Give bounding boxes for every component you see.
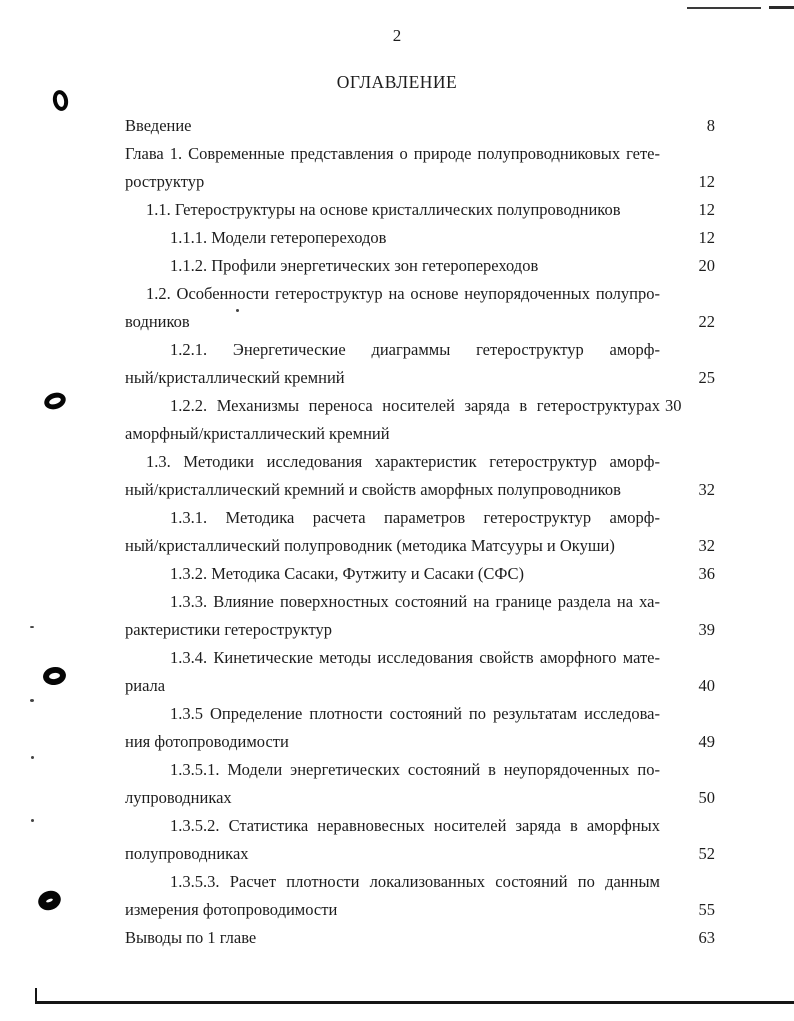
toc-entry-text: роструктур [125, 172, 205, 191]
toc-line [125, 252, 715, 280]
scan-edge-mark [769, 6, 794, 9]
toc-page-number: 55 [698, 900, 715, 919]
toc-entry-text: Выводы по 1 главе [125, 928, 257, 947]
toc-entry-text: 1.3.3. Влияние поверхностных состояний на границе раздела на ха- [170, 592, 660, 611]
toc-line [125, 840, 715, 868]
toc-entry-text: аморфный/кристаллический кремний [125, 424, 390, 443]
toc-entry-text: 1.3.5.3. Расчет плотности локализованных состояний по данным [170, 872, 660, 891]
toc-entry-text: Глава 1. Современные представления о природе полупроводниковых гете- [125, 144, 660, 163]
toc-entry-text: 1.1. Гетероструктуры на основе кристаллических полупроводников [146, 200, 621, 219]
toc-line [125, 560, 715, 588]
toc-line [125, 308, 715, 336]
toc-line [125, 532, 715, 560]
toc-line [125, 672, 715, 700]
toc-line [125, 784, 715, 812]
toc [125, 112, 715, 952]
toc-page-number: 36 [698, 564, 715, 583]
toc-line [125, 112, 715, 140]
toc-entry-text: ный/кристаллический кремний [125, 368, 345, 387]
toc-line [125, 168, 715, 196]
toc-line [125, 392, 715, 420]
toc-line [125, 756, 715, 784]
toc-entry-text: 1.3.5.1. Модели энергетических состояний в неупорядоченных по- [170, 760, 660, 779]
toc-entry-text: 1.3.1. Методика расчета параметров гетероструктур аморф- [170, 508, 660, 527]
toc-page-number: 12 [698, 172, 715, 191]
toc-entry-text: ный/кристаллический кремний и свойств аморфных полупроводников [125, 480, 621, 499]
ink-blob-artifact [42, 390, 68, 412]
toc-page-number: 12 [698, 200, 715, 219]
scan-speck [30, 626, 34, 628]
toc-entry-text: 1.3.5 Определение плотности состояний по результатам исследова- [170, 704, 660, 723]
page-number: 2 [392, 26, 402, 45]
toc-line [125, 896, 715, 924]
toc-entry-text: 1.3.4. Кинетические методы исследования свойств аморфного мате- [170, 648, 660, 667]
toc-line [125, 140, 715, 168]
ink-blob-artifact [42, 665, 67, 686]
toc-line [125, 224, 715, 252]
toc-line [125, 728, 715, 756]
toc-entry-text: ния фотопроводимости [125, 732, 289, 751]
toc-page-number: 52 [698, 844, 715, 863]
toc-page-number: 25 [698, 368, 715, 387]
toc-line [125, 196, 715, 224]
toc-entry-text: 1.2.1. Энергетические диаграммы гетероструктур аморф- [170, 340, 660, 359]
toc-page-number: 63 [698, 928, 715, 947]
toc-line [125, 616, 715, 644]
toc-line [125, 476, 715, 504]
toc-entry-text: 1.3. Методики исследования характеристик гетероструктур аморф- [146, 452, 660, 471]
toc-page-number: 40 [698, 676, 715, 695]
toc-line [125, 448, 715, 476]
toc-entry-text: полупроводниках [125, 844, 249, 863]
toc-line [125, 644, 715, 672]
toc-line [125, 868, 715, 896]
scan-speck [31, 819, 34, 822]
toc-page-number: 30 [665, 396, 682, 415]
toc-page-number: 49 [698, 732, 715, 751]
scan-speck [236, 309, 239, 312]
toc-page-number: 32 [698, 480, 715, 499]
scan-speck [30, 699, 34, 702]
toc-entry-text: Введение [125, 116, 192, 135]
scan-edge-line [35, 1001, 794, 1004]
toc-entry-text: 1.2. Особенности гетероструктур на основе неупорядоченных полупро- [146, 284, 660, 303]
toc-page-number: 8 [706, 116, 715, 135]
toc-page-number: 50 [698, 788, 715, 807]
toc-line [125, 364, 715, 392]
toc-page-number: 20 [698, 256, 715, 275]
toc-entry-text: лупроводниках [125, 788, 232, 807]
toc-entry-text: 1.2.2. Механизмы переноса носителей заряда в гетероструктурах [170, 396, 660, 415]
toc-line [125, 504, 715, 532]
scan-speck [31, 756, 34, 759]
toc-heading: ОГЛАВЛЕНИЕ [336, 72, 458, 92]
toc-page-number: 12 [698, 228, 715, 247]
toc-line [125, 280, 715, 308]
toc-page-number: 39 [698, 620, 715, 639]
toc-entry-text: рактеристики гетероструктур [125, 620, 332, 639]
toc-entry-text: 1.3.2. Методика Сасаки, Футжиту и Сасаки (СФС) [170, 564, 524, 583]
toc-line [125, 924, 715, 952]
toc-line [125, 588, 715, 616]
toc-page-number: 32 [698, 536, 715, 555]
ink-blob-artifact [35, 888, 63, 914]
toc-entry-text: 1.1.2. Профили энергетических зон гетеропереходов [170, 256, 539, 275]
toc-page-number: 22 [698, 312, 715, 331]
toc-line [125, 420, 715, 448]
toc-entry-text: риала [125, 676, 166, 695]
scan-edge-mark [687, 7, 761, 9]
toc-line [125, 700, 715, 728]
toc-line [125, 336, 715, 364]
toc-entry-text: водников [125, 312, 190, 331]
toc-entry-text: 1.1.1. Модели гетеропереходов [170, 228, 387, 247]
toc-entry-text: измерения фотопроводимости [125, 900, 338, 919]
toc-line [125, 812, 715, 840]
toc-entry-text: ный/кристаллический полупроводник (методика Матсууры и Окуши) [125, 536, 615, 555]
toc-entry-text: 1.3.5.2. Статистика неравновесных носителей заряда в аморфных [170, 816, 660, 835]
